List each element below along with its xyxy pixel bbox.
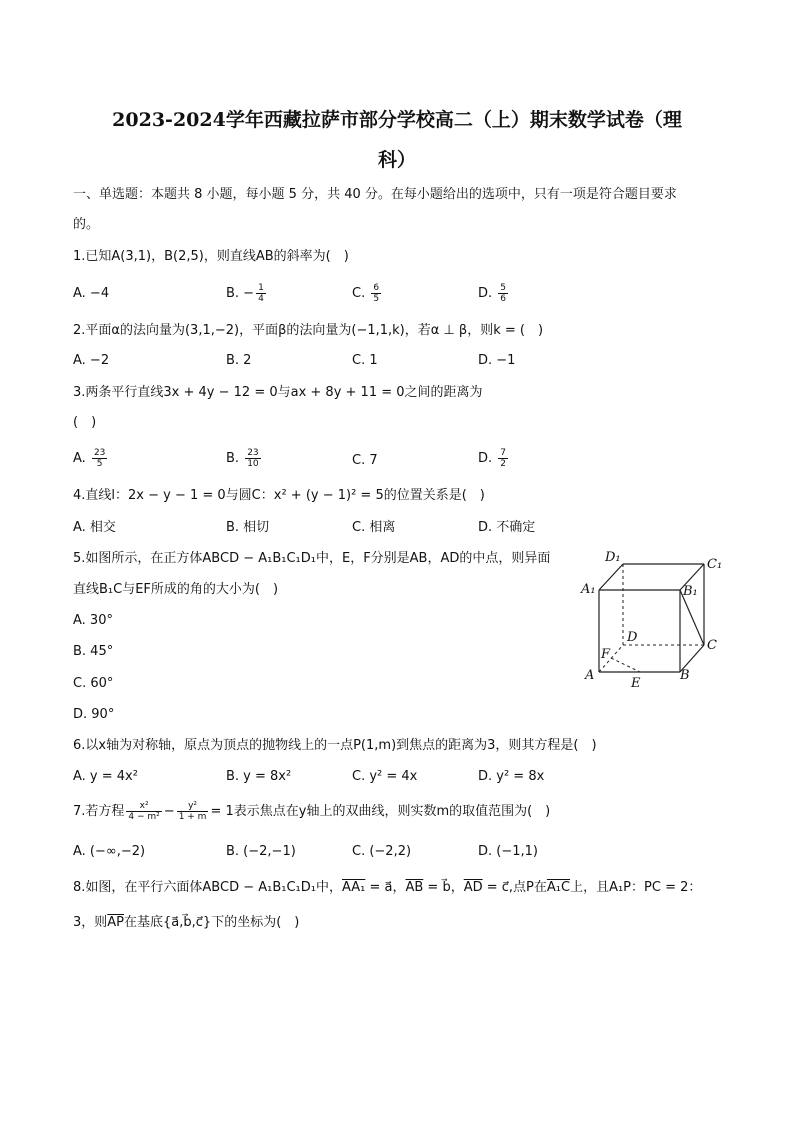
q2-option-c: C. 1 bbox=[352, 353, 378, 368]
q3-option-b-prefix: B. bbox=[226, 451, 244, 466]
vector-ab: $\overline{AB}$ bbox=[405, 880, 424, 895]
fraction-numerator: 1 bbox=[258, 283, 264, 293]
label-f: F bbox=[601, 647, 611, 662]
q1-option-d bbox=[478, 283, 510, 304]
q5-option-b: B. 45° bbox=[73, 644, 114, 659]
q7-minus: − bbox=[163, 804, 175, 819]
q8-line2-prefix: 3，则 bbox=[73, 915, 108, 930]
q3-option-a bbox=[73, 448, 109, 469]
vector-aa1: AA₁ bbox=[341, 880, 366, 895]
section-header-line-2: 的。 bbox=[73, 217, 100, 232]
question-8-stem-line-1 bbox=[73, 879, 701, 897]
q8-suffix: 上，且A₁P：PC = 2： bbox=[570, 880, 702, 895]
q7-option-a: A. (−∞,−2) bbox=[73, 844, 146, 859]
edge-a1-d1 bbox=[599, 564, 623, 590]
title-line-1: 2023-2024学年西藏拉萨市部分学校高二（上）期末数学试卷（理 bbox=[112, 109, 682, 131]
vector-ad: $\overline{AD}$ bbox=[463, 880, 483, 895]
q4-option-c: C. 相离 bbox=[352, 520, 396, 535]
label-e: E bbox=[631, 676, 641, 691]
q1-option-b bbox=[226, 283, 268, 304]
label-b1: B₁ bbox=[683, 584, 698, 599]
fraction-denominator: 5 bbox=[96, 459, 103, 469]
cube-figure bbox=[575, 545, 735, 693]
label-a: A bbox=[585, 668, 595, 683]
question-5-stem-line-2: 直线B₁C与EF所成的角的大小为( ) bbox=[73, 582, 279, 597]
fraction-denominator: 4 bbox=[258, 294, 264, 304]
q1-option-d-prefix: D. bbox=[478, 286, 497, 301]
q3-option-a-prefix: A. bbox=[73, 451, 90, 466]
fraction-denominator: 2 bbox=[500, 459, 507, 469]
q5-option-a: A. 30° bbox=[73, 613, 113, 628]
q3-option-d-prefix: D. bbox=[478, 451, 497, 466]
hidden-segment-f-e bbox=[611, 658, 640, 672]
q4-option-d: D. 不确定 bbox=[478, 520, 536, 535]
question-2-stem: 2.平面α的法向量为(3,1,−2)，平面β的法向量为(−1,1,k)，若α ⊥ β，则k = ( ) bbox=[73, 323, 544, 338]
q4-option-b: B. 相切 bbox=[226, 520, 270, 535]
q6-option-b: B. y = 8x² bbox=[226, 769, 292, 784]
q1-option-b-prefix: B. − bbox=[226, 286, 255, 301]
question-7-stem bbox=[73, 801, 550, 822]
question-3-stem: 3.两条平行直线3x + 4y − 12 = 0与ax + 8y + 11 = 0之间的距离为 bbox=[73, 385, 483, 400]
q3-option-d bbox=[478, 448, 510, 469]
label-c: C bbox=[707, 638, 717, 653]
fraction-denominator: 4 − m² bbox=[128, 812, 160, 822]
q2-option-b: B. 2 bbox=[226, 353, 252, 368]
question-4-stem: 4.直线l：2x − y − 1 = 0与圆C：x² + (y − 1)² = 5的位置关系是( ) bbox=[73, 488, 485, 503]
q7-option-d: D. (−1,1) bbox=[478, 844, 538, 859]
q7-fraction-2 bbox=[177, 801, 209, 822]
fraction-numerator: 23 bbox=[247, 448, 259, 458]
question-1-stem: 1.已知A(3,1)，B(2,5)，则直线AB的斜率为( ) bbox=[73, 249, 349, 264]
q2-option-d: D. −1 bbox=[478, 353, 516, 368]
q3-option-b-fraction bbox=[245, 448, 260, 469]
q5-option-d: D. 90° bbox=[73, 707, 115, 722]
label-a1: A₁ bbox=[581, 582, 596, 597]
label-b: B bbox=[680, 668, 690, 683]
fraction-numerator: y² bbox=[177, 801, 209, 812]
q8-eq-1: = a⃗， bbox=[365, 880, 406, 895]
q8-eq-2: = b⃗， bbox=[423, 880, 464, 895]
q1-option-a: A. −4 bbox=[73, 286, 110, 301]
question-6-stem: 6.以x轴为对称轴，原点为顶点的抛物线上的一点P(1,m)到焦点的距离为3，则其方程是( ) bbox=[73, 738, 597, 753]
q8-eq-3: = c⃗,点P在 bbox=[482, 880, 547, 895]
label-c1: C₁ bbox=[707, 557, 723, 572]
vector-ap: $\overline{AP}$ bbox=[107, 915, 125, 930]
label-d: D bbox=[627, 630, 638, 645]
title-line-2: 科） bbox=[377, 149, 416, 171]
q6-option-a: A. y = 4x² bbox=[73, 769, 138, 784]
q2-option-a: A. −2 bbox=[73, 353, 110, 368]
q8-line2-suffix: 在基底{a⃗,b⃗,c⃗}下的坐标为( ) bbox=[124, 915, 300, 930]
q7-prefix: 7.若方程 bbox=[73, 804, 125, 819]
fraction-denominator: 6 bbox=[500, 294, 507, 304]
q7-option-b: B. (−2,−1) bbox=[226, 844, 296, 859]
q7-suffix: = 1表示焦点在y轴上的双曲线，则实数m的取值范围为( ) bbox=[210, 804, 551, 819]
label-d1: D₁ bbox=[605, 550, 621, 565]
fraction-numerator: x² bbox=[126, 801, 161, 812]
fraction-denominator: 10 bbox=[247, 459, 259, 469]
q4-option-a: A. 相交 bbox=[73, 520, 116, 535]
q3-option-a-fraction bbox=[92, 448, 107, 469]
q7-fraction-1 bbox=[126, 801, 161, 822]
q3-option-c: C. 7 bbox=[352, 453, 378, 468]
fraction-numerator: 5 bbox=[500, 283, 507, 293]
fraction-numerator: 23 bbox=[93, 448, 106, 458]
q3-option-d-fraction bbox=[498, 448, 508, 469]
question-3-paren: ( ) bbox=[73, 415, 97, 430]
q5-option-c: C. 60° bbox=[73, 676, 114, 691]
question-8-stem-line-2 bbox=[73, 914, 299, 932]
q1-option-c-fraction bbox=[371, 283, 381, 304]
q3-option-b bbox=[226, 448, 263, 469]
fraction-denominator: 5 bbox=[373, 294, 380, 304]
section-header-line-1: 一、单选题：本题共 8 小题，每小题 5 分，共 40 分。在每小题给出的选项中，只有一项是符合题目要求 bbox=[73, 187, 677, 202]
vector-a1c: A₁C bbox=[546, 880, 571, 895]
fraction-numerator: 6 bbox=[373, 283, 380, 293]
question-5-stem-line-1: 5.如图所示，在正方体ABCD − A₁B₁C₁D₁中，E，F分别是AB，AD的中点，则异面 bbox=[73, 551, 551, 566]
q1-option-b-fraction bbox=[256, 283, 266, 304]
q1-option-c-prefix: C. bbox=[352, 286, 370, 301]
fraction-denominator: 1 + m bbox=[178, 812, 207, 822]
q8-prefix: 8.如图，在平行六面体ABCD − A₁B₁C₁D₁中， bbox=[73, 880, 342, 895]
q1-option-c bbox=[352, 283, 383, 304]
page-title bbox=[60, 100, 734, 180]
q1-option-d-fraction bbox=[498, 283, 508, 304]
q7-option-c: C. (−2,2) bbox=[352, 844, 412, 859]
q6-option-c: C. y² = 4x bbox=[352, 769, 418, 784]
fraction-numerator: 7 bbox=[500, 448, 507, 458]
q6-option-d: D. y² = 8x bbox=[478, 769, 545, 784]
